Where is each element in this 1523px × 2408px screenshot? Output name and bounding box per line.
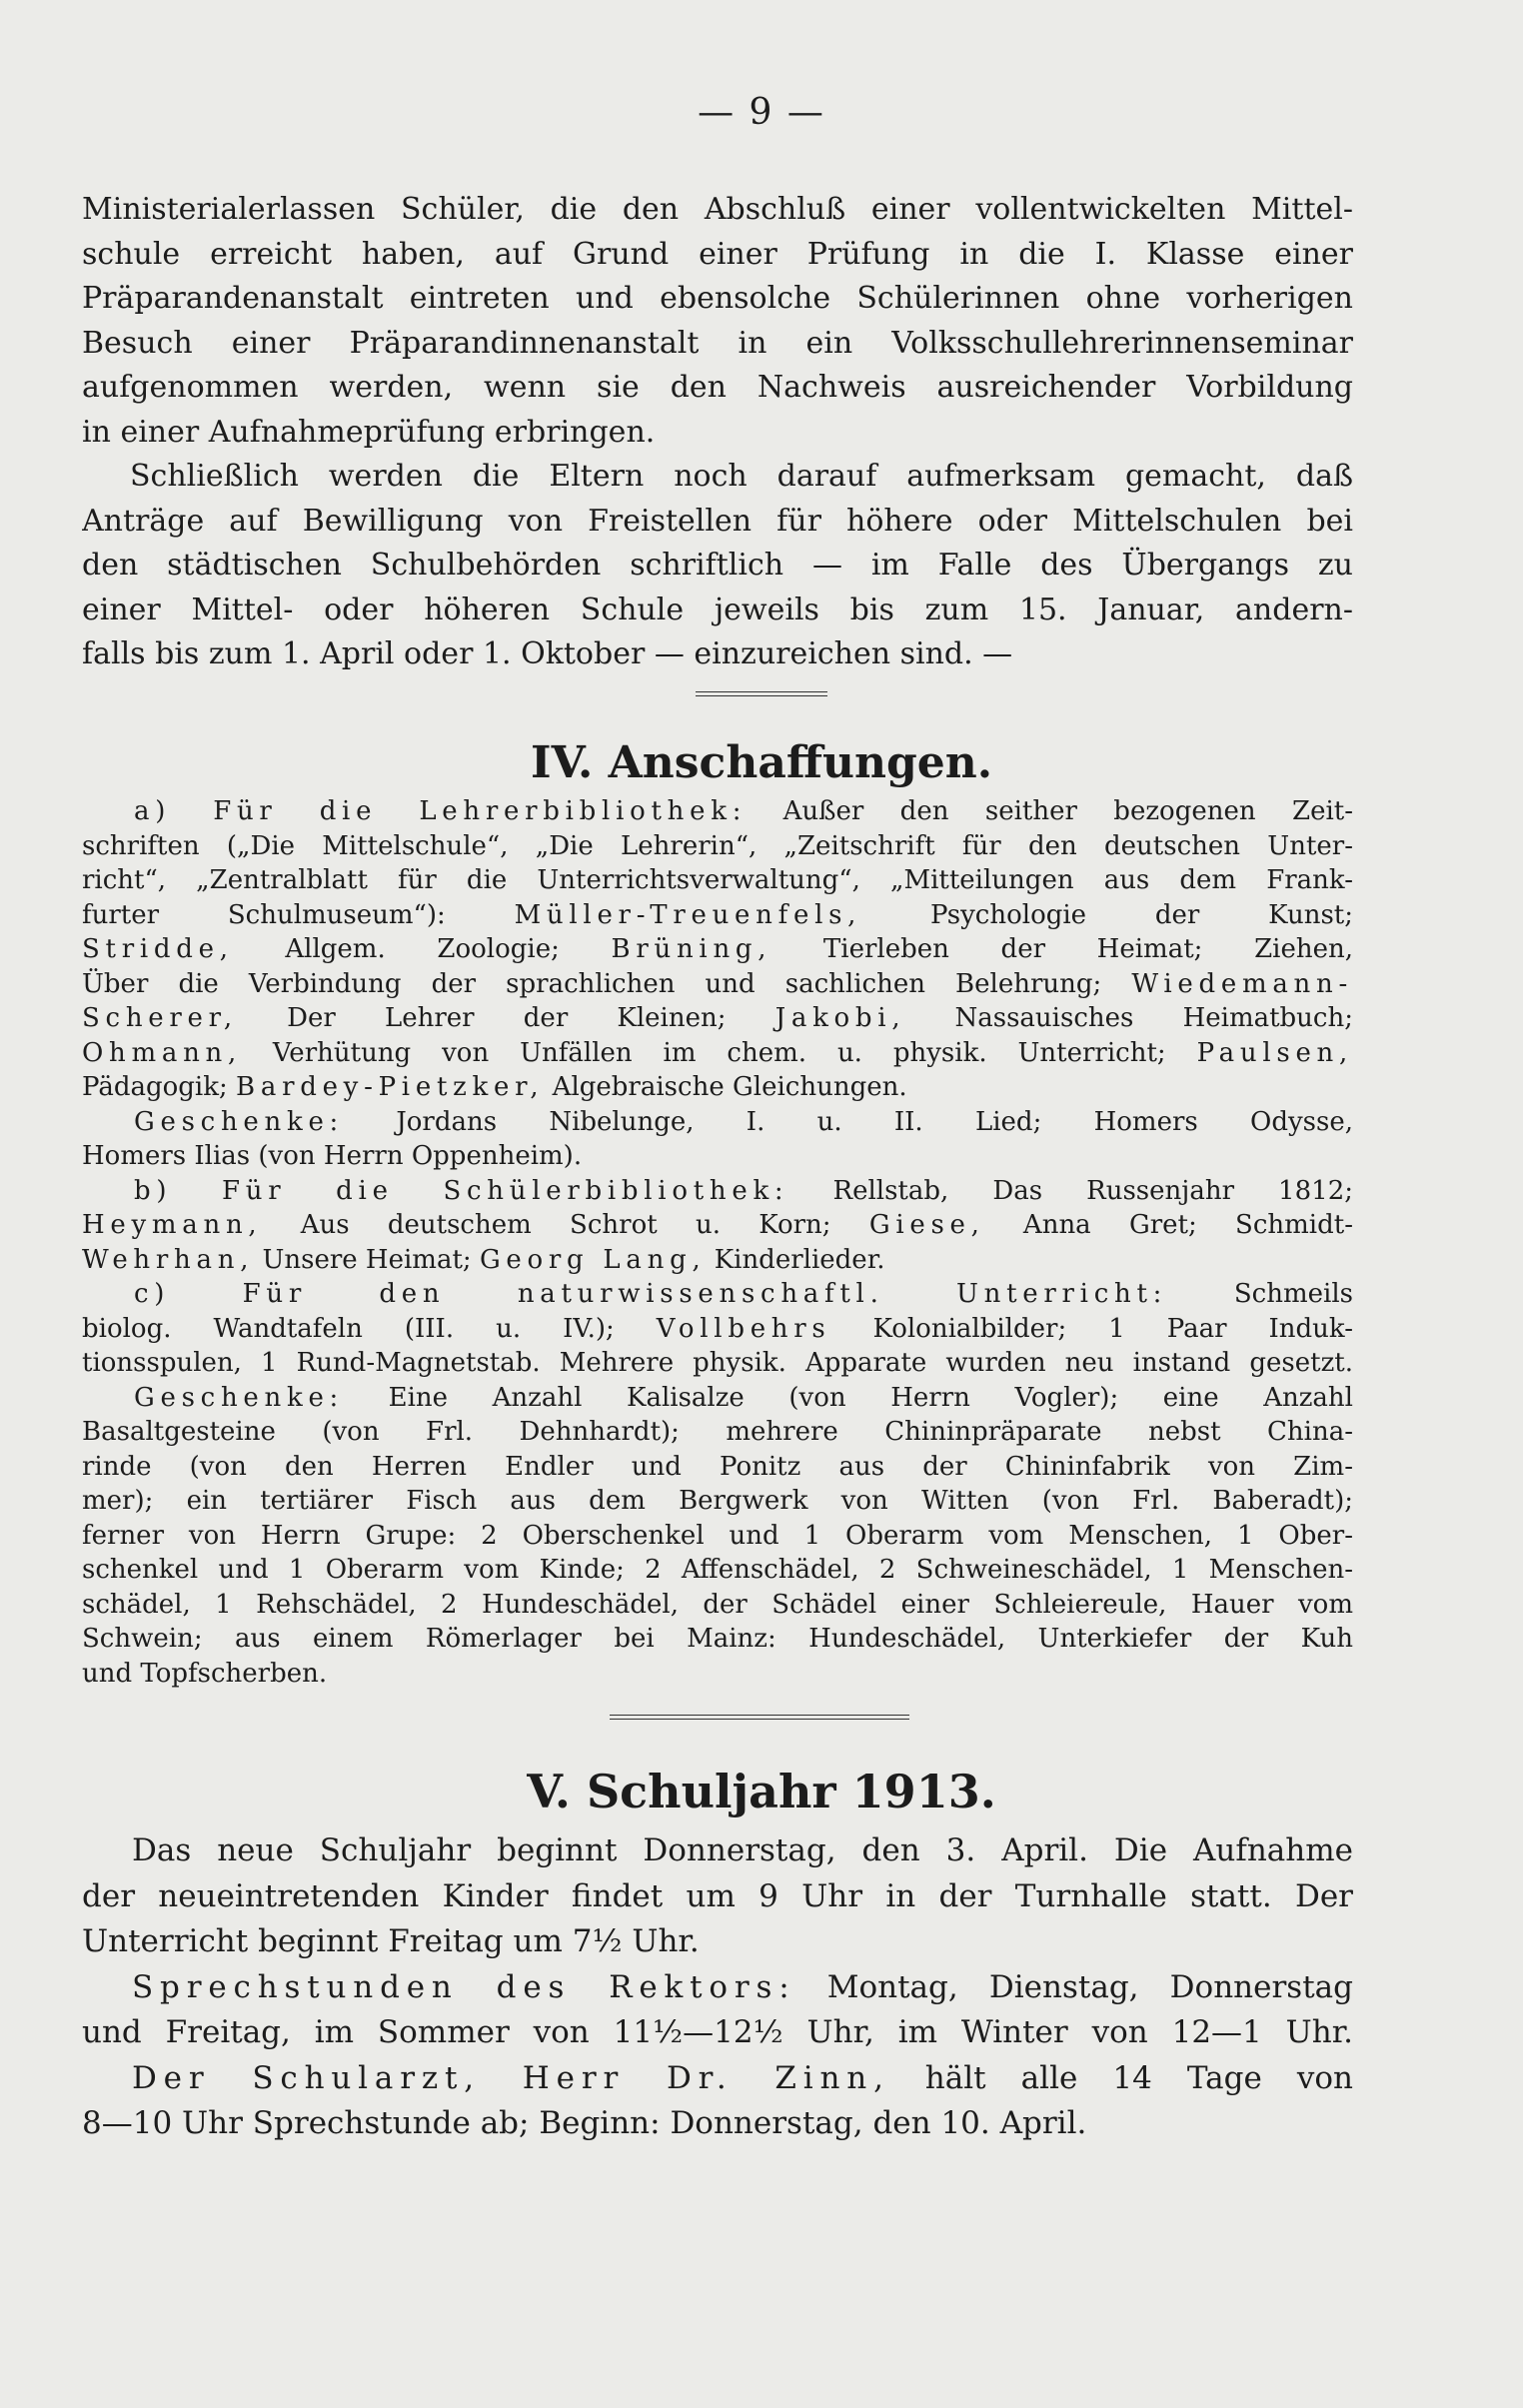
spaced-heading: a) Für die Lehrerbibliothek: [134, 796, 748, 826]
text-line: Basaltgesteine (von Frl. Dehnhardt); mehrere Chininpräparate nebst China- [82, 1417, 1353, 1447]
text-line [82, 1001, 1353, 1036]
line-text: Schmeils [1167, 1279, 1353, 1309]
section-heading-iv: IV. Anschaffungen. [530, 737, 993, 788]
line-text: Eine Anzahl Kalisalze (von Herrn Vogler); eine Anzahl [344, 1382, 1353, 1413]
text-line: der neueintretenden Kinder findet um 9 Uhr in der Turnhalle statt. Der [82, 1877, 1353, 1914]
text-line: Besuch einer Präparandinnenanstalt in ein Volksschullehrerinnenseminar [82, 325, 1353, 361]
spaced-heading: b) Für die Schülerbibliothek: [134, 1175, 789, 1206]
line-text: Außer den seither bezogenen Zeit- [747, 796, 1353, 826]
spaced-heading: Sprechstunden des Rektors: [132, 1968, 796, 2005]
line-text: Algebraische Gleichungen. [544, 1072, 907, 1102]
author-name: Jakobi, [774, 1003, 906, 1033]
page-number: — 9 — [698, 92, 825, 133]
line-text: Rellstab, Das Russenjahr 1812; [788, 1175, 1353, 1206]
author-name: Ohmann, [82, 1037, 243, 1068]
text-line: schriften („Die Mittelschule“, „Die Lehrerin“, „Zeitschrift für den deutschen Unter- [82, 830, 1353, 861]
author-name: Wehrhan, [82, 1244, 255, 1275]
text-line: tionsspulen, 1 Rund-Magnetstab. Mehrere physik. Apparate wurden neu instand gesetzt. [82, 1348, 1353, 1378]
section-heading-v: V. Schuljahr 1913. [527, 1765, 996, 1818]
text-line [82, 1965, 1353, 2011]
text-line: und Topfscherben. [82, 1658, 328, 1689]
author-name: Bardey-Pietzker, [236, 1072, 545, 1102]
text-line [82, 1105, 1353, 1140]
text-line: Das neue Schuljahr beginnt Donnerstag, den 3. April. Die Aufnahme [132, 1832, 1353, 1868]
text-line [82, 898, 1353, 933]
text-line: mer); ein tertiärer Fisch aus dem Bergwerk von Witten (von Frl. Baberadt); [82, 1486, 1353, 1516]
author-name: Wiedemann- [1131, 968, 1353, 999]
text-line [82, 2056, 1353, 2102]
author-name: Heymann, [82, 1210, 263, 1240]
text-line: Anträge auf Bewilligung von Freistellen für höhere oder Mittelschulen bei [82, 503, 1353, 539]
line-text: Psychologie der Kunst; [861, 899, 1353, 930]
line-text: Montag, Dienstag, Donnerstag [795, 1968, 1353, 2005]
author-name: Paulsen, [1196, 1037, 1353, 1068]
line-text: Aus deutschem Schrot u. Korn; [262, 1210, 869, 1240]
text-line: und Freitag, im Sommer von 11½—12½ Uhr, im Winter von 12—1 Uhr. [82, 2014, 1353, 2050]
section-iv-text [82, 794, 1353, 1691]
author-name: Stridde, [82, 934, 234, 964]
line-text: Pädagogik; [82, 1072, 237, 1102]
text-line: falls bis zum 1. April oder 1. Oktober — einzureichen sind. — [82, 636, 1013, 671]
line-text: Nassauisches Heimatbuch; [905, 1003, 1353, 1033]
author-name: Vollbehrs [656, 1313, 831, 1344]
text-line: ferner von Herrn Grupe: 2 Oberschenkel und 1 Oberarm vom Menschen, 1 Ober- [82, 1520, 1353, 1551]
text-line: Unterricht beginnt Freitag um 7½ Uhr. [82, 1923, 700, 1959]
author-name: Müller-Treuenfels, [514, 899, 862, 930]
line-text: Kinderlieder. [706, 1244, 885, 1275]
text-line [82, 1036, 1353, 1071]
author-name: Giese, [868, 1210, 985, 1240]
section-divider [696, 691, 827, 696]
text-line: 8—10 Uhr Sprechstunde ab; Beginn: Donnerstag, den 10. April. [82, 2105, 1087, 2141]
text-line [82, 932, 1353, 967]
author-name: Brüning, [611, 934, 772, 964]
text-line [82, 1174, 1353, 1209]
text-line [82, 1312, 1353, 1347]
line-text: Anna Gret; Schmidt- [984, 1210, 1353, 1240]
line-text: Über die Verbindung der sprachlichen und sachlichen Belehrung; [82, 968, 1132, 999]
text-line: richt“, „Zentralblatt für die Unterrichtsverwaltung“, „Mitteilungen aus dem Frank- [82, 865, 1353, 895]
spaced-heading: Geschenke: [134, 1106, 345, 1137]
section-divider [610, 1715, 909, 1720]
text-line: Homers Ilias (von Herrn Oppenheim). [82, 1141, 583, 1171]
text-line [82, 794, 1353, 829]
text-line: einer Mittel- oder höheren Schule jeweils bis zum 15. Januar, andern- [82, 592, 1353, 627]
text-line: schädel, 1 Rehschädel, 2 Hundeschädel, der Schädel einer Schleiereule, Hauer vom [82, 1589, 1353, 1620]
line-text: furter Schulmuseum“): [82, 899, 515, 930]
author-name: Georg Lang, [479, 1244, 707, 1275]
text-line [82, 1208, 1353, 1243]
text-line [82, 1277, 1353, 1312]
text-line: schule erreicht haben, auf Grund einer Prüfung in die I. Klasse einer [82, 236, 1353, 272]
text-line [82, 1381, 1353, 1416]
line-text: Jordans Nibelunge, I. u. II. Lied; Homers Odysse, [344, 1106, 1353, 1137]
line-text: Der Lehrer der Kleinen; [237, 1003, 775, 1033]
text-line [82, 1070, 1353, 1105]
spaced-heading: Der Schularzt, Herr Dr. Zinn, [132, 2059, 890, 2096]
text-line: den städtischen Schulbehörden schriftlich — im Falle des Übergangs zu [82, 548, 1353, 583]
line-text: Tierleben der Heimat; Ziehen, [771, 934, 1353, 964]
text-line: Schließlich werden die Eltern noch darauf aufmerksam gemacht, daß [130, 459, 1353, 494]
text-line: schenkel und 1 Oberarm vom Kinde; 2 Affenschädel, 2 Schweineschädel, 1 Menschen- [82, 1555, 1353, 1585]
text-line: Schwein; aus einem Römerlager bei Mainz: Hundeschädel, Unterkiefer der Kuh [82, 1624, 1353, 1654]
line-text: Verhütung von Unfällen im chem. u. physik. Unterricht; [242, 1037, 1197, 1068]
text-line: rinde (von den Herren Endler und Ponitz aus der Chininfabrik von Zim- [82, 1451, 1353, 1482]
line-text: Unsere Heimat; [254, 1244, 480, 1275]
line-text: biolog. Wandtafeln (III. u. IV.); [82, 1313, 657, 1344]
line-text: hält alle 14 Tage von [889, 2059, 1353, 2096]
line-text: Allgem. Zoologie; [233, 934, 612, 964]
spaced-heading: c) Für den naturwissenschaftl. Unterricht: [134, 1279, 1168, 1309]
intro-text [82, 188, 1353, 677]
spaced-heading: Geschenke: [134, 1382, 345, 1413]
text-line: aufgenommen werden, wenn sie den Nachweis ausreichender Vorbildung [82, 370, 1353, 405]
author-name: Scherer, [82, 1003, 238, 1033]
text-line [82, 1243, 1353, 1278]
text-line [82, 967, 1353, 1002]
line-text: Kolonialbilder; 1 Paar Induk- [830, 1313, 1353, 1344]
section-v-text [82, 1828, 1353, 2147]
text-line: in einer Aufnahmeprüfung erbringen. [82, 414, 656, 450]
text-line: Ministerialerlassen Schüler, die den Abschluß einer vollentwickelten Mittel- [82, 192, 1353, 227]
text-line: Präparandenanstalt eintreten und ebensolche Schülerinnen ohne vorherigen [82, 281, 1353, 316]
